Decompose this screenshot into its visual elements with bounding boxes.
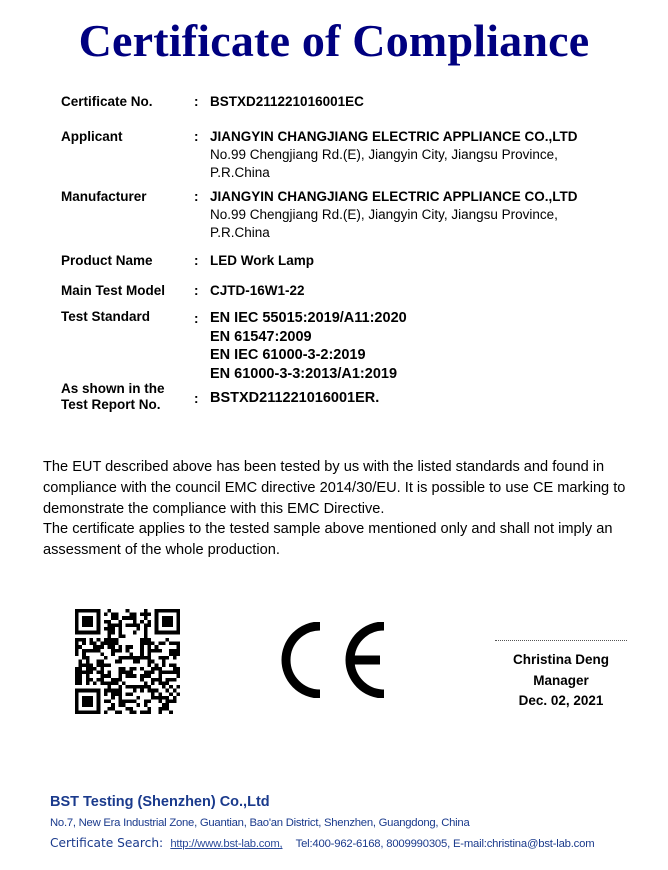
colon: : <box>194 129 199 144</box>
test-standard-item: EN 61547:2009 <box>210 328 312 345</box>
manufacturer-address-line1: No.99 Chengjiang Rd.(E), Jiangyin City, Jiangsu Province, <box>210 207 558 222</box>
statement-paragraph-1: The EUT described above has been tested by us with the listed standards and found in compliance with the council EMC directive 2014/30/EU. It is possible to use CE marking to demonstrate the compliance with this EMC Directive. <box>43 459 626 517</box>
test-report-label-line2: Test Report No. <box>61 397 161 412</box>
colon: : <box>194 253 199 268</box>
signatory-role: Manager <box>533 672 589 688</box>
test-standard-label: Test Standard <box>61 309 151 324</box>
test-standard-item: EN IEC 55015:2019/A11:2020 <box>210 310 407 326</box>
colon: : <box>194 189 199 204</box>
manufacturer-label: Manufacturer <box>61 189 147 204</box>
ce-mark-e-bar <box>352 656 380 665</box>
main-test-model-label: Main Test Model <box>61 283 166 298</box>
test-standard-item: EN IEC 61000-3-2:2019 <box>210 347 366 363</box>
footer-company: BST Testing (Shenzhen) Co.,Ltd <box>50 794 270 810</box>
compliance-statement <box>43 457 663 561</box>
applicant-label: Applicant <box>61 129 123 144</box>
certificate-no-value: BSTXD211221016001EC <box>210 94 364 109</box>
applicant-address-line2: P.R.China <box>210 165 270 180</box>
footer-address: No.7, New Era Industrial Zone, Guantian, Bao'an District, Shenzhen, Guangdong, China <box>50 817 470 829</box>
test-report-label-line1: As shown in the <box>61 381 165 396</box>
colon: : <box>194 391 199 406</box>
signatory-name: Christina Deng <box>512 652 609 667</box>
footer-contact <box>50 836 594 850</box>
certificate-no-label: Certificate No. <box>61 94 153 109</box>
footer-contact-details: Tel:400-962-6168, 8009990305, E-mail:christina@bst-lab.com <box>295 838 595 850</box>
signature-block <box>495 640 627 712</box>
certificate-search-label: Certificate Search: <box>50 836 164 850</box>
applicant-address-line1: No.99 Chengjiang Rd.(E), Jiangyin City, Jiangsu Province, <box>210 147 558 162</box>
test-report-label <box>61 381 189 413</box>
certificate-search-link[interactable]: http://www.bst-lab.com, <box>170 838 283 850</box>
test-standard-item: EN 61000-3-3:2013/A1:2019 <box>210 365 398 382</box>
ce-mark-icon <box>280 622 390 698</box>
main-test-model-value: CJTD-16W1-22 <box>210 283 305 298</box>
signature-date: Dec. 02, 2021 <box>518 693 604 708</box>
manufacturer-name: JIANGYIN CHANGJIANG ELECTRIC APPLIANCE CO.,LTD <box>210 189 578 204</box>
signature-line <box>495 640 627 641</box>
ce-mark-c <box>286 626 320 694</box>
statement-paragraph-2: The certificate applies to the tested sample above mentioned only and shall not imply an assessment of the whole production. <box>43 521 613 559</box>
qr-code-icon <box>75 609 180 714</box>
colon: : <box>194 94 199 109</box>
product-name-label: Product Name <box>61 253 153 268</box>
manufacturer-address-line2: P.R.China <box>210 225 270 240</box>
certificate-title: Certificate of Compliance <box>78 15 590 66</box>
test-report-value: BSTXD211221016001ER. <box>210 390 380 406</box>
colon: : <box>194 311 199 326</box>
colon: : <box>194 283 199 298</box>
product-name-value: LED Work Lamp <box>210 253 315 268</box>
applicant-name: JIANGYIN CHANGJIANG ELECTRIC APPLIANCE CO.,LTD <box>210 129 578 144</box>
